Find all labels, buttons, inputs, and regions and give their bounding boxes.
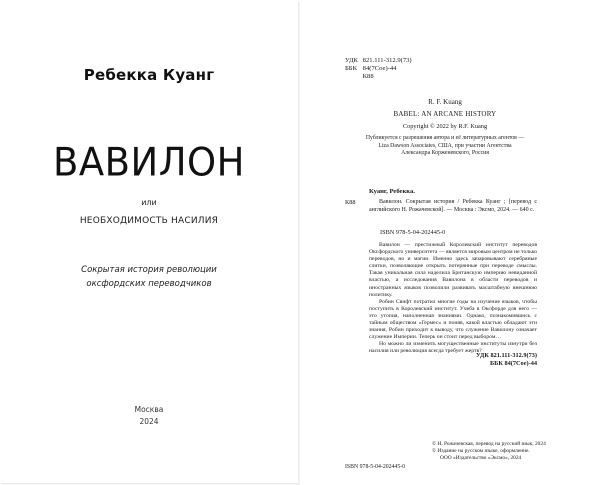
tagline-line-1: Сокрытая история революции xyxy=(81,265,217,275)
title-page xyxy=(0,0,298,483)
catalog-description: Вавилон. Сокрытая история / Ребекка Куанг ; [перевод с английского Н. Рожачевской]. — Москва : Эксмо, 2024. — 640 с. xyxy=(369,199,537,213)
publication-permission-note: Публикуется с разрешения автора и её литературных агентов — Liza Dawson Associates, США, при участии Агентства Александра Корженевского, Россия xyxy=(365,135,525,157)
catalog-code: К88 xyxy=(345,199,356,206)
annotation-paragraph: Робин Свифт потратил многие годы на изучение языков, чтобы поступить в Королевский институт. Учеба в Оксфорде для него — это утопия, наполненная знаниями. Однако, познакомившись с тайным обществом «Гермес» и поняв, какой властью обладают эти знания, Робин приходит к выводу, что служение Вавилону означает служение Империи. Теперь он стоит перед выбором… xyxy=(369,298,537,341)
original-author: R. F. Kuang xyxy=(428,98,462,106)
publication-place xyxy=(0,404,298,428)
classification-top xyxy=(345,57,412,81)
book-title: ВАВИЛОН xyxy=(52,139,246,186)
title-conjunction: или xyxy=(141,198,157,207)
publication-year: 2024 xyxy=(139,417,159,426)
isbn-footer: ISBN 978-5-04-202445-0 xyxy=(345,464,406,470)
copyright-notice: Copyright © 2022 by R.F. Kuang xyxy=(402,123,488,130)
annotation-paragraph: Но можно ли изменить могущественные институты изнутри без насилия или революция всегда требует жертв? xyxy=(369,341,537,355)
book-tagline xyxy=(0,263,298,291)
classification-bottom: УДК 821.111-312.9(73) ББК 84(7Сое)-44 xyxy=(476,352,537,367)
tagline-line-2: оксфордских переводчиков xyxy=(86,279,212,289)
original-title: BABEL: AN ARCANE HISTORY xyxy=(393,110,497,118)
catalog-isbn: ISBN 978-5-04-202445-0 xyxy=(380,229,446,236)
book-subtitle: НЕОБХОДИМОСТЬ НАСИЛИЯ xyxy=(79,216,219,226)
annotation-paragraph: Вавилон — престижный Королевский институт переводов Оксфордского университета — является мировым центром не только переводов, но и магии. Именно здесь зачаровывают серебряные слитки, позволяющие открыть потерянные при переводе смыслы. Такая уникальная сила наделила Британскую империю невиданной властью, а исследования Вавилона в области переводов и иностранных языков позволили развивать масштабную внешнюю политику. xyxy=(369,242,537,298)
classification-udc: УДК 821.111-312.9(73) xyxy=(345,57,412,64)
copyright-holders: © Н. Рожачевская, перевод на русский язык, 2024 © Издание на русском языке, оформление. ООО «Издательство «Эксмо», 2024 xyxy=(432,441,546,462)
catalog-heading: Куанг, Ребекка. xyxy=(369,188,415,195)
book-annotation xyxy=(369,242,537,356)
classification-bbk: ББК 84(7Сое)-44 xyxy=(345,65,397,72)
book-author: Ребекка Куанг xyxy=(83,66,215,84)
classification-author-mark: К88 xyxy=(362,73,374,80)
publication-city: Москва xyxy=(134,405,164,414)
